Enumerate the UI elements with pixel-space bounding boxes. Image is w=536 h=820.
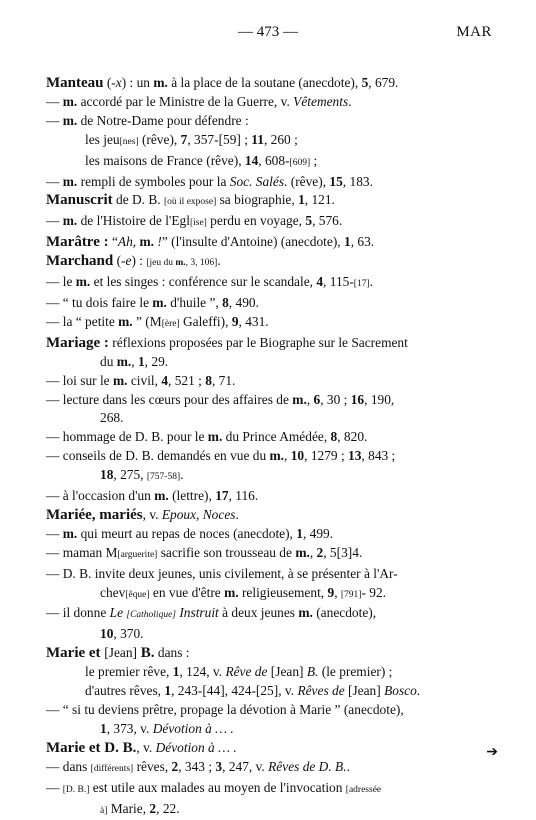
sub-entry: — [D. B.] est utile aux malades au moyen de l'invocation [adressée	[46, 779, 382, 795]
page-number: — 473 —	[238, 24, 298, 40]
sub-entry: — il donne Le [Catholique] Instruit à deux jeunes m. (anecdote),	[46, 605, 377, 621]
sub-entry: — m. de l'Histoire de l'Egl[ise] perdu en voyage, 5, 576.	[46, 213, 343, 229]
sub-entry: — m. qui meurt au repas de noces (anecdote), 1, 499.	[46, 525, 334, 541]
page-header	[0, 24, 536, 44]
entry-marie-et-db: Marie et D. B., v. Dévotion à … .	[46, 739, 237, 756]
sub-entry: — conseils de D. B. demandés en vue du m., 10, 1279 ; 13, 843 ;	[46, 448, 396, 464]
running-head: MAR	[456, 24, 492, 40]
sub-entry-continuation: 268.	[100, 410, 124, 426]
sub-entry: — D. B. invite deux jeunes, unis civilement, à se présenter à l'Ar-	[46, 565, 398, 581]
sub-entry: — m. rempli de symboles pour la Soc. Salés. (rêve), 15, 183.	[46, 173, 373, 189]
sub-entry: — le m. et les singes : conférence sur le scandale, 4, 115-[17].	[46, 274, 373, 290]
sub-entry-continuation: les maisons de France (rêve), 14, 608-[609] ;	[85, 152, 318, 168]
entry-mariage: Mariage : réflexions proposées par le Biographe sur le Sacrement	[46, 334, 408, 351]
entry-continuation: du m., 1, 29.	[100, 353, 169, 369]
sub-entry-continuation: 10, 370.	[100, 626, 144, 642]
entry-marie-et-jean-b: Marie et [Jean] B. dans :	[46, 645, 190, 662]
sub-entry: — hommage de D. B. pour le m. du Prince Amédée, 8, 820.	[46, 429, 368, 445]
sub-entry-continuation: 18, 275, [757-58].	[100, 467, 184, 483]
sub-entry: — loi sur le m. civil, 4, 521 ; 8, 71.	[46, 372, 236, 388]
index-entries	[46, 74, 486, 820]
sub-entry-continuation: le premier rêve, 1, 124, v. Rêve de [Jean] B. (le premier) ;	[85, 664, 393, 680]
sub-entry-continuation: les jeu[nes] (rêve), 7, 357-[59] ; 11, 260 ;	[85, 131, 298, 147]
entry-mariee: Mariée, mariés, v. Epoux, Noces.	[46, 506, 239, 523]
sub-entry: — maman M[arguerite] sacrifie son trousseau de m., 2, 5[3]4.	[46, 544, 363, 560]
sub-entry: — “ tu dois faire le m. d'huile ”, 8, 490.	[46, 294, 259, 310]
continue-arrow-icon: ➔	[486, 745, 498, 760]
entry-marchand: Marchand (-e) : [jeu du m., 3, 106].	[46, 253, 221, 270]
sub-entry: — à l'occasion d'un m. (lettre), 17, 116.	[46, 488, 259, 504]
sub-entry: — m. accordé par le Ministre de la Guerre, v. Vêtements.	[46, 93, 352, 109]
sub-entry: — m. de Notre-Dame pour défendre :	[46, 112, 249, 128]
sub-entry-continuation: chev[êque] en vue d'être m. religieusement, 9, [791]- 92.	[100, 584, 387, 600]
sub-entry-continuation: à] Marie, 2, 22.	[100, 800, 180, 816]
sub-entry: — lecture dans les cœurs pour des affaires de m., 6, 30 ; 16, 190,	[46, 391, 395, 407]
entry-maratre: Marâtre : “Ah, m. !” (l'insulte d'Antoine) (anecdote), 1, 63.	[46, 234, 375, 251]
entry-manuscrit: Manuscrit de D. B. [où il expose] sa biographie, 1, 121.	[46, 192, 335, 209]
sub-entry-continuation: 1, 373, v. Dévotion à … .	[100, 720, 234, 736]
entry-manteau: Manteau (-x) : un m. à la place de la soutane (anecdote), 5, 679.	[46, 75, 399, 91]
sub-entry: — “ si tu deviens prêtre, propage la dévotion à Marie ” (anecdote),	[46, 702, 404, 717]
sub-entry-continuation: d'autres rêves, 1, 243-[44], 424-[25], v. Rêves de [Jean] Bosco.	[85, 683, 421, 699]
sub-entry: — dans [différents] rêves, 2, 343 ; 3, 247, v. Rêves de D. B..	[46, 758, 350, 774]
sub-entry: — la “ petite m. ” (M[ère] Galeffi), 9, 431.	[46, 313, 269, 329]
